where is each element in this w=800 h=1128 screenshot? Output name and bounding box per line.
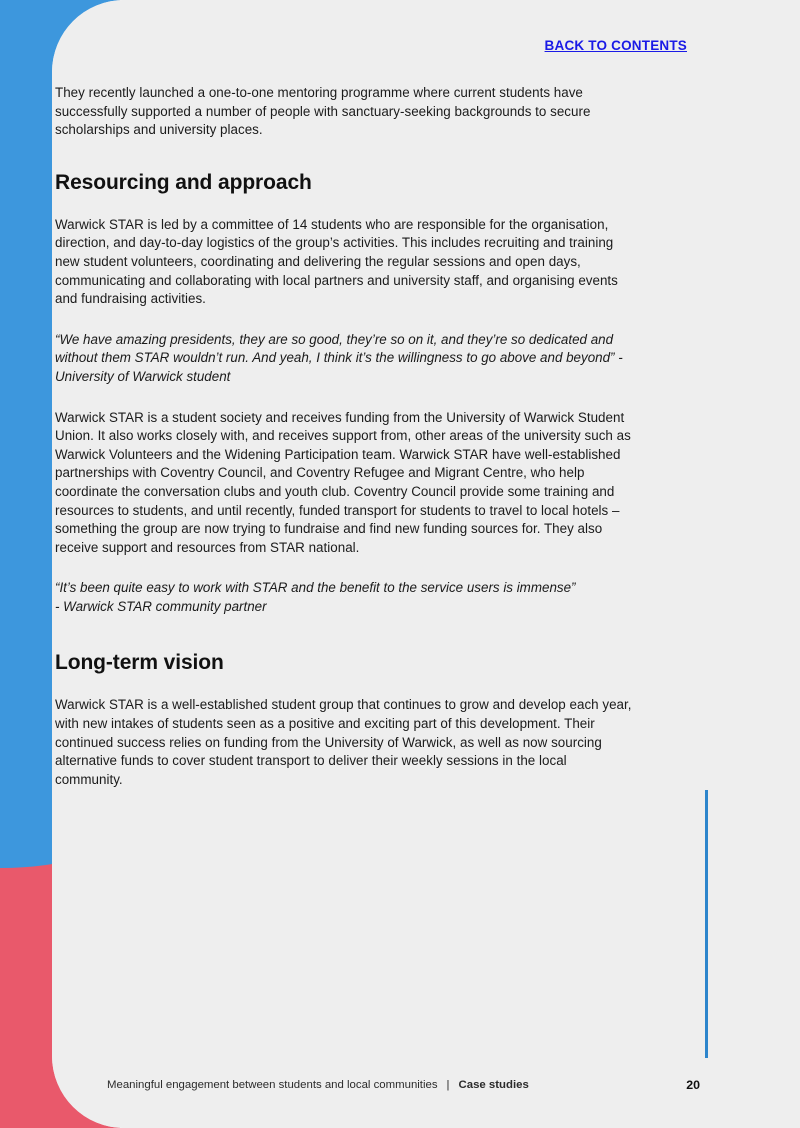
pull-quote-partner-line-1: “It’s been quite easy to work with STAR and the benefit to the service users is immense” [55,580,576,596]
pull-quote-student: “We have amazing presidents, they are so good, they’re so on it, and they’re so dedicated and without them STAR wouldn’t run. And yeah, I think it’s the willingness to go above and beyond” - University of Warwick student [55,331,623,384]
page-content [55,84,635,789]
intro-paragraph: They recently launched a one-to-one mentoring programme where current students have successfully supported a number of people with sanctuary-seeking backgrounds to secure scholarships and university places. [55,85,591,138]
resourcing-paragraph-2: Warwick STAR is a student society and receives funding from the University of Warwick Student Union. It also works closely with, and receives support from, other areas of the university such as Warwick Volunteers and the Widening Participation team. Warwick STAR have well-established partnerships with Coventry Council, and Coventry Refugee and Migrant Centre, who help coordinate the conversation clubs and youth club. Coventry Council provide some training and resources to students, and until recently, funded transport for students to travel to local hotels – something the group are now trying to fundraise and find new funding sources for. They also receive support and resources from STAR national. [55,409,631,555]
pull-quote-partner-line-2: - Warwick STAR community partner [55,598,267,614]
resourcing-paragraph-1: Warwick STAR is led by a committee of 14 students who are responsible for the organisation, direction, and day-to-day logistics of the group’s activities. This includes recruiting and training new student volunteers, coordinating and delivering the regular sessions and open days, communicating and collaborating with local partners and university staff, and organising events and fundraising activities. [55,216,618,307]
decorative-blue-rule [705,790,708,1058]
footer-section-name: Case studies [458,1079,529,1091]
heading-long-term-vision: Long-term vision [55,651,224,675]
vision-paragraph-1: Warwick STAR is a well-established student group that continues to grow and develop each year, with new intakes of students seen as a positive and exciting part of this development. Their continued success relies on funding from the University of Warwick, as well as now sourcing alternative funds to cover student transport to deliver their weekly sessions in the local community. [55,697,632,787]
page-footer [107,1076,700,1094]
footer-document-title: Meaningful engagement between students and local communities [107,1079,438,1091]
heading-resourcing-and-approach: Resourcing and approach [55,170,312,194]
footer-page-number: 20 [686,1078,700,1092]
footer-separator: | [446,1079,450,1091]
back-to-contents-link[interactable]: BACK TO CONTENTS [544,38,687,53]
